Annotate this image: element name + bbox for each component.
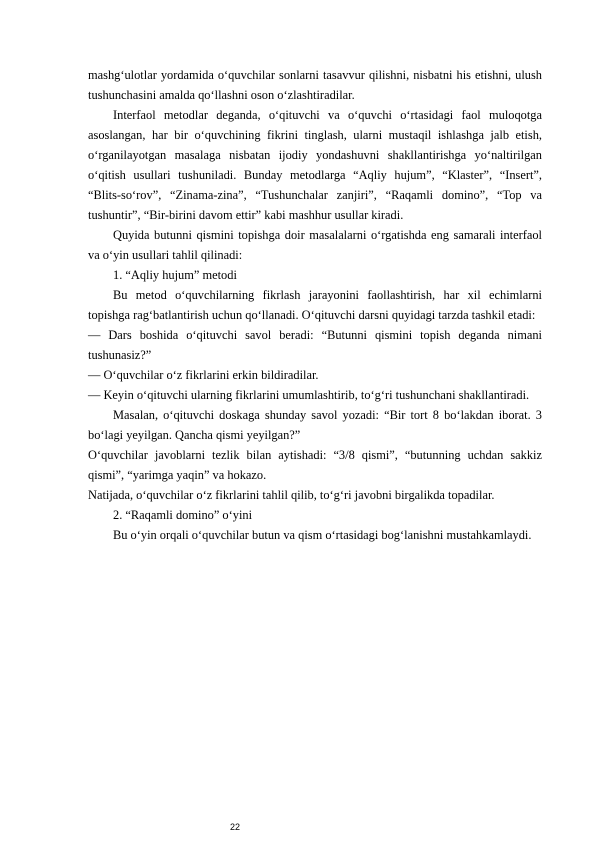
list-item: — Dars boshida o‘qituvchi savol beradi: “Butunni qismini topish deganda nimani tushunasiz?” xyxy=(88,328,542,362)
paragraph: Interfaol metodlar deganda, o‘qituvchi va o‘quvchi o‘rtasidagi faol muloqotga asoslangan, har bir o‘quvchining fikrini tinglash, ularni mustaqil ishlashga jalb etish, o‘rganilayotgan masalaga nisbatan ijodiy yondashuvni shakllantirishga yo‘naltirilgan o‘qitish usullari tushuniladi. Bunday metodlarga “Aqliy hujum”, “Klaster”, “Insert”, “Blits-so‘rov”, “Zinama-zina”, “Tushunchalar zanjiri”, “Raqamli domino”, “Top va tushuntir”, “Bir-birini davom ettir” kabi mashhur usullar kiradi. xyxy=(88,108,542,222)
paragraph: Bu o‘yin orqali o‘quvchilar butun va qism o‘rtasidagi bog‘lanishni mustahkamlaydi. xyxy=(113,528,532,542)
paragraph: Natijada, o‘quvchilar o‘z fikrlarini tahlil qilib, to‘g‘ri javobni birgalikda topadilar. xyxy=(88,488,495,502)
document-body xyxy=(88,65,542,545)
page-number: 22 xyxy=(230,822,241,832)
list-item: — Keyin o‘qituvchi ularning fikrlarini umumlashtirib, to‘g‘ri tushunchani shakllantiradi. xyxy=(88,388,530,402)
section-heading: 2. “Raqamli domino” o‘yini xyxy=(113,508,253,522)
paragraph: Masalan, o‘qituvchi doskaga shunday savol yozadi: “Bir tort 8 bo‘lakdan iborat. 3 bo‘lagi yeyilgan. Qancha qismi yeyilgan?” xyxy=(88,408,542,442)
paragraph: mashg‘ulotlar yordamida o‘quvchilar sonlarni tasavvur qilishni, nisbatni his etishni, ulush tushunchasini amalda qo‘llashni oson o‘zlashtiradilar. xyxy=(88,68,542,102)
paragraph: Bu metod o‘quvchilarning fikrlash jarayonini faollashtirish, har xil echimlarni topishga rag‘batlantirish uchun qo‘llanadi. O‘qituvchi darsni quyidagi tarzda tashkil etadi: xyxy=(88,288,542,322)
paragraph: O‘quvchilar javoblarni tezlik bilan aytishadi: “3/8 qismi”, “butunning uchdan sakkiz qismi”, “yarimga yaqin” va hokazo. xyxy=(88,448,542,482)
section-heading: 1. “Aqliy hujum” metodi xyxy=(113,268,237,282)
list-item: — O‘quvchilar o‘z fikrlarini erkin bildiradilar. xyxy=(88,368,319,382)
paragraph: Quyida butunni qismini topishga doir masalalarni o‘rgatishda eng samarali interfaol va o‘yin usullari tahlil qilinadi: xyxy=(88,228,542,262)
